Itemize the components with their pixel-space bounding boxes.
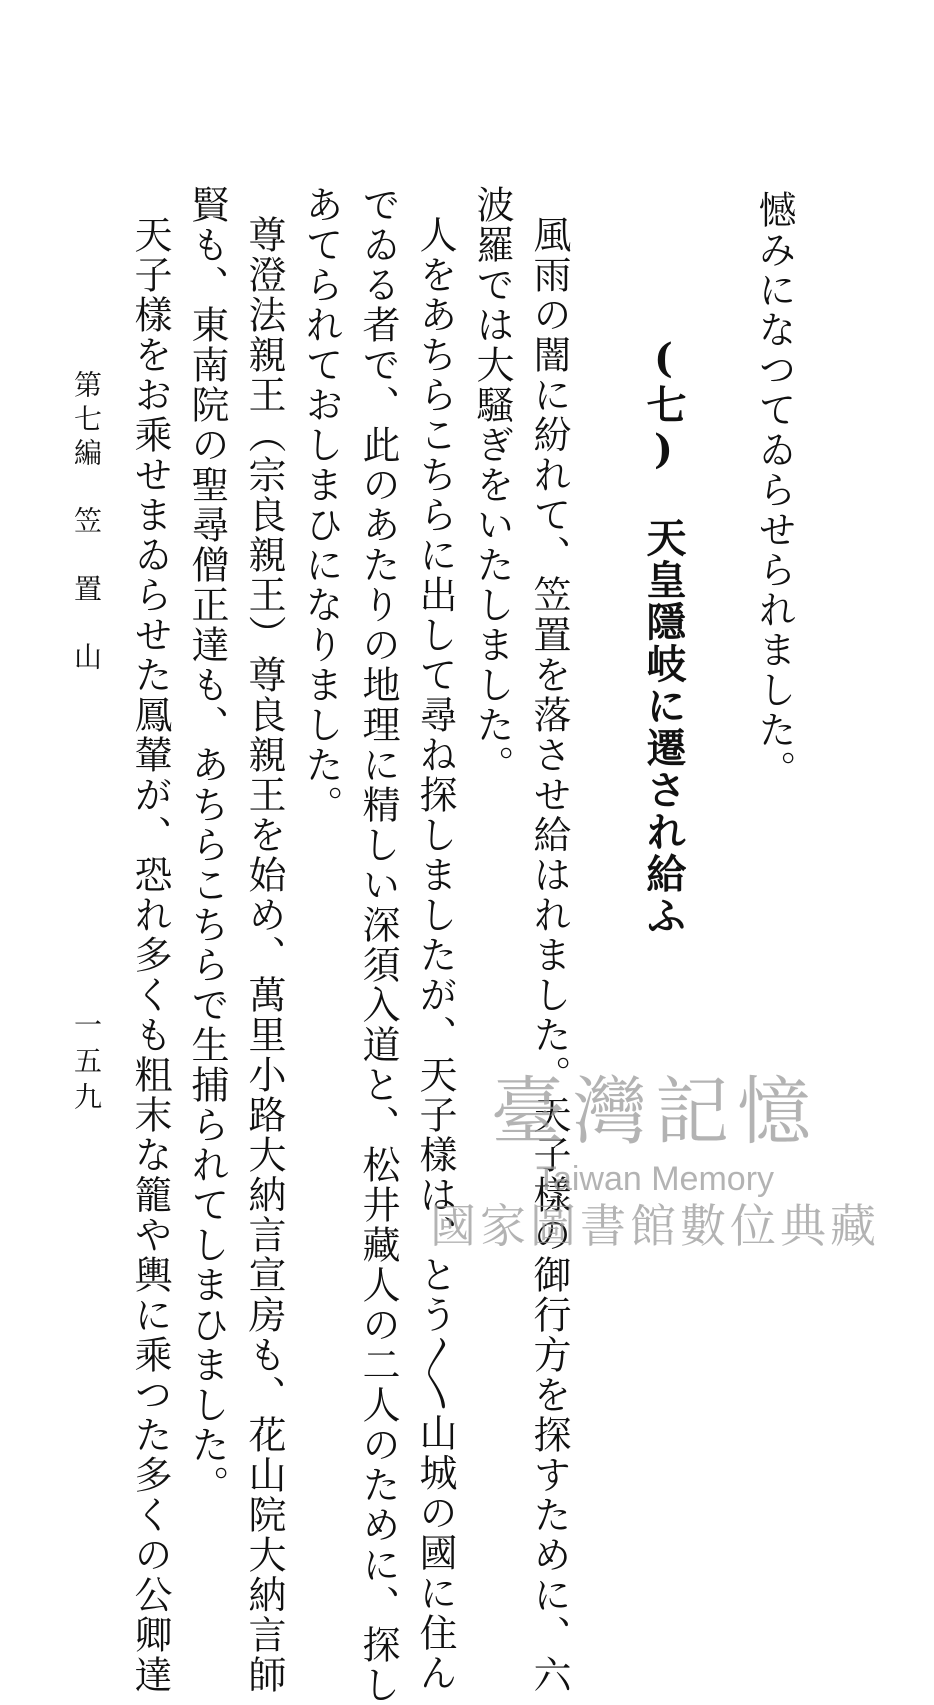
line-3: 風雨の闇に紛れて、笠置を落させ給はれました。天子樣の御行方を探すために、六 <box>527 215 571 1695</box>
line-6: でゐる者で、此のあたりの地理に精しい深須入道と、松井藏人の二人のために、探し <box>356 185 400 1705</box>
line-7: あてられておしまひになりました。 <box>299 185 343 825</box>
page-number: 一五九 <box>70 1010 103 1118</box>
line-9: 賢も、東南院の聖尋僧正達も、あちらこちらで生捕られてしまひました。 <box>185 185 229 1505</box>
line-10: 天子樣をお乘せまゐらせた鳳輦が、恐れ多くも粗末な籠や輿に乘つた多くの公卿達 <box>128 215 172 1695</box>
line-4: 波羅では大騷ぎをいたしました。 <box>470 185 514 785</box>
line-1: 憾みになつてゐらせられました。 <box>752 190 796 790</box>
line-5: 人をあちらこちらに出して尋ね探しましたが、天子樣は、とう〱山城の國に住ん <box>413 215 457 1693</box>
watermark-script: 臺灣記憶 <box>491 1069 819 1155</box>
footer-section-title: 第七編 笠 置 山 <box>70 370 103 676</box>
watermark-chinese: 國家圖書館數位典藏 <box>430 1199 880 1254</box>
section-heading: (七) 天皇隱岐に遷され給ふ <box>640 335 687 937</box>
line-8: 尊澄法親王（宗良親王）尊良親王を始め、萬里小路大納言宣房も、花山院大納言師 <box>242 215 286 1695</box>
watermark <box>420 1069 890 1315</box>
watermark-english: Taiwan Memory <box>535 1160 775 1198</box>
